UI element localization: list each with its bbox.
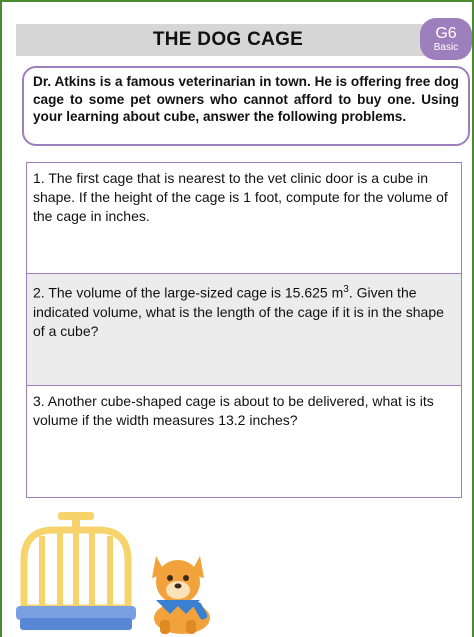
question-2-text-after: . Given the indicated volume, what is the length of the cage if it is in the shape of a cube? — [33, 284, 444, 339]
grade-badge — [420, 18, 472, 60]
question-1 — [26, 162, 462, 274]
level-label: Basic — [433, 41, 459, 53]
question-2-superscript: 3 — [343, 284, 349, 295]
question-2-text-before: 2. The volume of the large-sized cage is 15.625 m — [33, 284, 344, 301]
question-1-text: 1. The first cage that is nearest to the vet clinic door is a cube in shape. If the height of the cage is 1 foot, compute for the volume of the cage in inches. — [33, 170, 448, 224]
title-bar — [16, 24, 440, 56]
pet-cage-icon — [14, 510, 138, 634]
question-3-text: 3. Another cube-shaped cage is about to be delivered, what is its volume if the width measures 13.2 inches? — [33, 393, 434, 428]
intro-box: Dr. Atkins is a famous veterinarian in town. He is offering free dog cage to some pet owners who cannot afford to buy one. Using your learning about cube, answer the following problems. — [22, 66, 470, 146]
question-2 — [26, 274, 462, 386]
grade-label: G6 — [435, 24, 457, 42]
dog-icon — [142, 548, 218, 634]
page-title: THE DOG CAGE — [152, 29, 304, 50]
question-3 — [26, 386, 462, 498]
